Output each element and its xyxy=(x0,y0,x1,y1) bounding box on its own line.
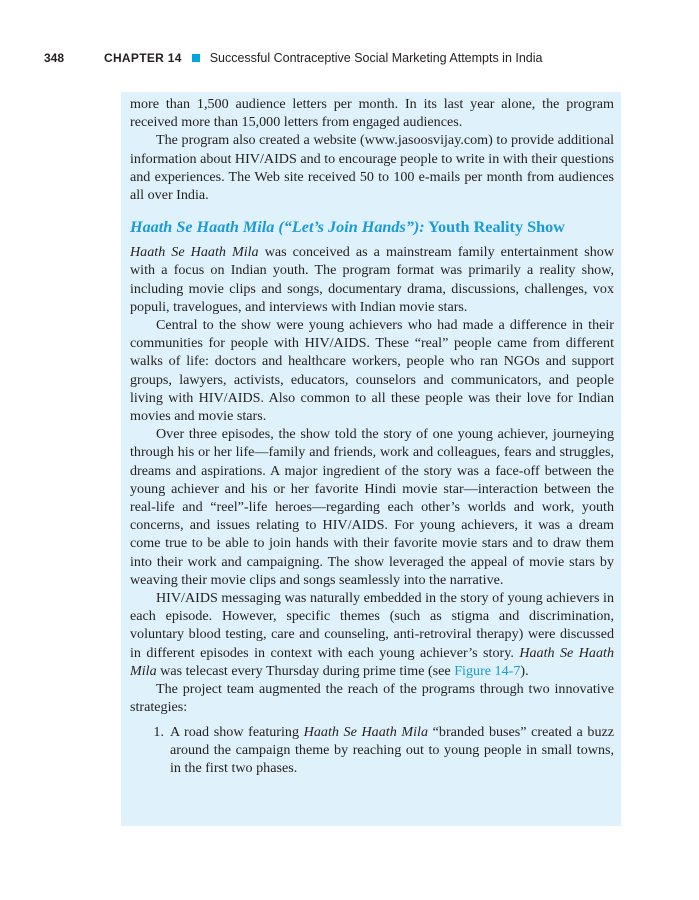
list-text-pre: A road show featuring xyxy=(170,723,300,740)
chapter-label: CHAPTER 14 xyxy=(104,51,182,65)
paragraph-6-end: ). xyxy=(520,662,529,679)
paragraph-3 xyxy=(130,243,614,316)
list-text xyxy=(170,723,614,778)
paragraph-6-text-b: was telecast every Thursday during prime time (see xyxy=(160,662,451,679)
paragraph-4: Central to the show were young achievers who had made a difference in their communities for people with HIV/AIDS. These “real” people came from different walks of life: doctors and healthcare workers, people who ran NGOs and support groups, lawyers, activists, educators, counselors and communicators, and people living with HIV/AIDS. Also common to all these people was their love for Indian movies and movie stars. xyxy=(130,317,614,425)
strategy-list xyxy=(130,723,614,778)
paragraph-7: The project team augmented the reach of the programs through two innovative strategies: xyxy=(130,681,614,716)
show-title: Haath Se Haath Mila xyxy=(303,723,428,740)
section-heading xyxy=(130,217,614,237)
show-title: Haath Se Haath Mila xyxy=(130,244,259,261)
header-square-icon xyxy=(192,54,200,62)
list-text-post: “branded buses” created a buzz around the campaign theme by reaching out to young people in small towns, in the first two phases. xyxy=(170,723,614,776)
paragraph-2: The program also created a website (www.jasoosvijay.com) to provide additional information about HIV/AIDS and to encourage people to write in with their questions and experiences. The Web site received 50 to 100 e-mails per month from audiences all over India. xyxy=(130,132,614,204)
paragraph-1: more than 1,500 audience letters per month. In its last year alone, the program received more than 15,000 letters from engaged audiences. xyxy=(130,96,614,131)
paragraph-3-text: was conceived as a mainstream family entertainment show with a focus on Indian youth. The program format was primarily a reality show, including movie clips and songs, documentary drama, discussions, challenges, vox populi, travelogues, and interviews with Indian movie stars. xyxy=(130,244,614,315)
paragraph-5: Over three episodes, the show told the story of one young achiever, journeying through his or her life—family and friends, work and colleagues, fears and struggles, dreams and aspirations. A major ingredient of the story was a face-off between the young achiever and his or her favorite Hindi movie star—interaction between the real-life and “reel”-life heroes—regarding each other’s worlds and work, youth concerns, and issues relating to HIV/AIDS. For young achievers, it was a dream come true to be able to join hands with their favorite movie stars and to draw them into their work and campaigning. The show leveraged the appeal of movie stars by weaving their movie clips and songs seamlessly into the narrative. xyxy=(130,426,614,588)
list-item xyxy=(130,723,614,778)
heading-italic: Haath Se Haath Mila (“Let’s Join Hands”): xyxy=(130,218,425,237)
show-title: Haath Se Haath Mila xyxy=(130,644,614,679)
box-content xyxy=(130,95,614,777)
page-number: 348 xyxy=(44,51,65,65)
figure-link[interactable]: Figure 14-7 xyxy=(454,662,521,679)
chapter-title: Successful Contraceptive Social Marketing Attempts in India xyxy=(209,51,543,65)
paragraph-6 xyxy=(130,589,614,680)
list-number: 1. xyxy=(153,723,164,740)
heading-rest: Youth Reality Show xyxy=(428,218,565,237)
paragraph-6-text-a: HIV/AIDS messaging was naturally embedded in the story of young achievers in each episode. However, specific themes (such as stigma and discrimination, voluntary blood testing, care and counseling, anti-retroviral therapy) were discussed in different episodes in context with each young achiever’s story. xyxy=(130,590,614,661)
running-header xyxy=(44,48,664,68)
